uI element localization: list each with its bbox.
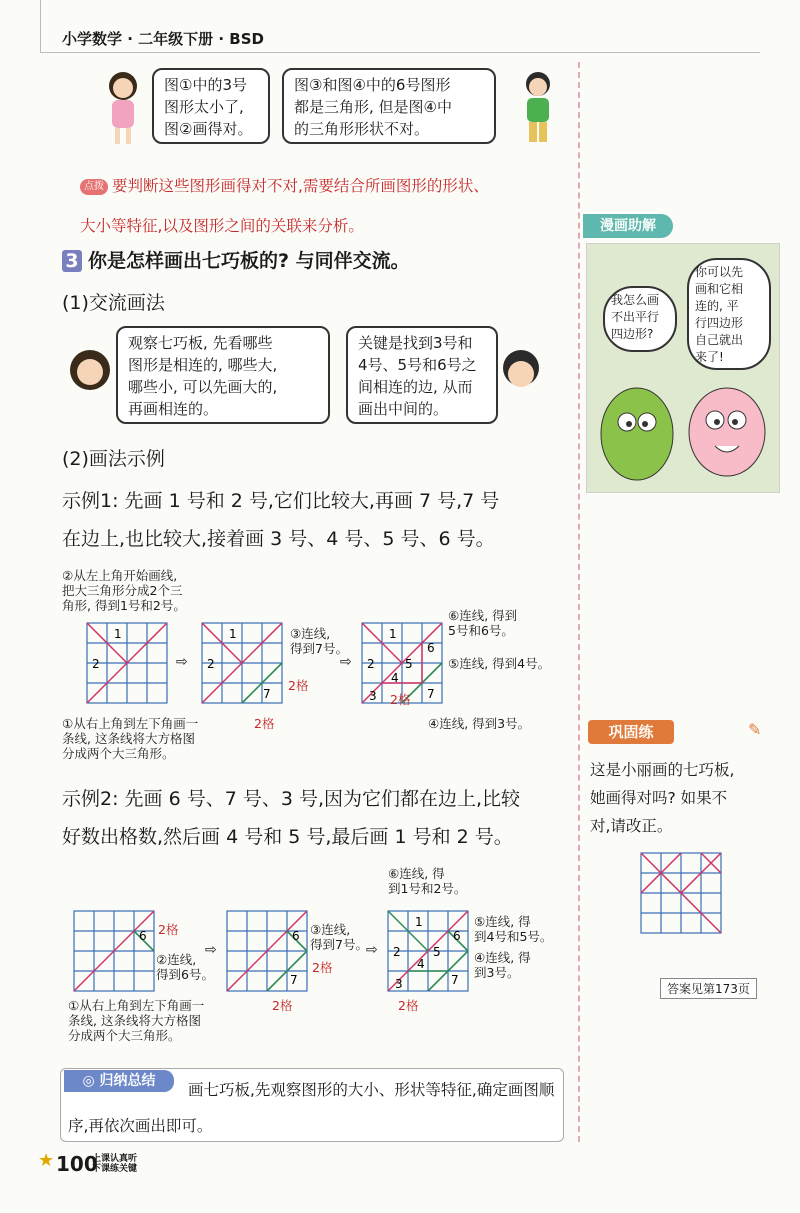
svg-text:7: 7 bbox=[263, 687, 271, 701]
arrow-icon: ⇨ bbox=[205, 942, 217, 958]
ex1-note-r3: ④连线, 得到3号。 bbox=[428, 716, 531, 731]
svg-text:7: 7 bbox=[427, 687, 435, 701]
svg-text:6: 6 bbox=[292, 929, 300, 943]
ex2-note-d: ⑤连线, 得 到4号和5号。 bbox=[474, 914, 553, 944]
practice-text: 这是小丽画的七巧板, 她画得对吗? 如果不 对,请改正。 bbox=[590, 761, 735, 835]
header-left-rule bbox=[40, 0, 41, 52]
tip-line: 大小等特征,以及图形之间的关联来分析。 bbox=[80, 217, 364, 235]
svg-text:7: 7 bbox=[290, 973, 298, 987]
label-2ge: 2格 bbox=[390, 692, 411, 707]
star-icon: ★ bbox=[38, 1150, 55, 1171]
girl-avatar-small bbox=[68, 348, 112, 392]
girl-avatar bbox=[100, 68, 146, 148]
header-rule bbox=[40, 52, 760, 53]
svg-text:3: 3 bbox=[395, 977, 403, 991]
page-header-title: 小学数学 · 二年级下册 · BSD bbox=[62, 30, 264, 48]
bubble-line: 图形是相连的, 哪些大, bbox=[128, 356, 278, 374]
piece-label: 2 bbox=[92, 657, 100, 671]
ex2-note-c: ⑥连线, 得 到1号和2号。 bbox=[388, 866, 467, 896]
summary-text: 画七巧板,先观察图形的大小、形状等特征,确定画图顺序,再依次画出即可。 bbox=[68, 1081, 555, 1135]
svg-text:5: 5 bbox=[433, 945, 441, 959]
bubble-line: 哪些小, 可以先画大的, bbox=[128, 378, 278, 396]
svg-text:3: 3 bbox=[369, 689, 377, 703]
label-2ge: 2格 bbox=[398, 998, 419, 1013]
summary-badge: ◎ 归纳总结 bbox=[64, 1070, 174, 1092]
bubble-line: 都是三角形, 但是图④中 bbox=[294, 98, 452, 116]
comic-left-bubble: 我怎么画 不出平行 四边形? bbox=[603, 286, 677, 352]
bubble-line: 画出中间的。 bbox=[358, 400, 449, 418]
example-line: 在边上,也比较大,接着画 3 号、4 号、5 号、6 号。 bbox=[62, 528, 495, 550]
page-number: 100 bbox=[56, 1152, 98, 1176]
footer-slogan: 上课认真听 下课练关键 bbox=[92, 1154, 138, 1174]
bubble-line: 观察七巧板, 先看哪些 bbox=[128, 334, 273, 352]
boy-bubble bbox=[282, 68, 496, 144]
ex2-note-bottom: ①从右上角到左下角画一 条线, 这条线将大方格图 分成两个大三角形。 bbox=[68, 998, 205, 1043]
left-method-bubble bbox=[116, 326, 330, 424]
svg-text:6: 6 bbox=[139, 929, 147, 943]
svg-text:2: 2 bbox=[207, 657, 215, 671]
ex1-note-r2: ⑤连线, 得到4号。 bbox=[448, 656, 551, 671]
svg-text:4: 4 bbox=[417, 957, 425, 971]
bubble-line: 间相连的边, 从而 bbox=[358, 378, 473, 396]
svg-text:4: 4 bbox=[391, 671, 399, 685]
comic-characters-icon bbox=[587, 374, 779, 492]
label-2ge: 2格 bbox=[288, 678, 309, 693]
example2-text bbox=[62, 780, 572, 856]
ex1-note-r1: ⑥连线, 得到 5号和6号。 bbox=[448, 608, 518, 638]
bubble-line: 图③和图④中的6号图形 bbox=[294, 76, 451, 94]
comic-illustration bbox=[586, 243, 780, 493]
arrow-icon: ⇨ bbox=[176, 654, 188, 670]
tip-line: 要判断这些图形画得对不对,需要结合所画图形的形状、 bbox=[112, 177, 489, 195]
svg-text:7: 7 bbox=[451, 973, 459, 987]
bubble-line: 图形太小了, bbox=[164, 98, 244, 116]
ex2-grid-1 bbox=[73, 910, 155, 992]
label-2ge: 2格 bbox=[272, 998, 293, 1013]
girl-bubble bbox=[152, 68, 270, 144]
practice-title: 巩固练 bbox=[588, 720, 674, 744]
comic-right-bubble: 你可以先 画和它相 连的, 平 行四边形 自己就出 来了! bbox=[687, 258, 771, 370]
arrow-icon: ⇨ bbox=[340, 654, 352, 670]
bubble-line: 关键是找到3号和 bbox=[358, 334, 473, 352]
svg-text:1: 1 bbox=[229, 627, 237, 641]
piece-label: 1 bbox=[114, 627, 122, 641]
ex2-note-e: ④连线, 得 到3号。 bbox=[474, 950, 531, 980]
bubble-line: 4号、5号和6号之 bbox=[358, 356, 477, 374]
subheading-2: (2)画法示例 bbox=[62, 448, 165, 470]
ex1-note-mid: ③连线, 得到7号。 bbox=[290, 626, 348, 656]
boy-avatar-small bbox=[500, 350, 542, 392]
subheading-1: (1)交流画法 bbox=[62, 292, 165, 314]
svg-text:1: 1 bbox=[415, 915, 423, 929]
right-method-bubble bbox=[346, 326, 498, 424]
tip-badge: 点拨 bbox=[80, 179, 108, 195]
svg-text:1: 1 bbox=[389, 627, 397, 641]
arrow-icon: ⇨ bbox=[366, 942, 378, 958]
practice-grid bbox=[640, 852, 722, 934]
example1-text bbox=[62, 482, 572, 558]
example-line: 示例1: 先画 1 号和 2 号,它们比较大,再画 7 号,7 号 bbox=[62, 490, 500, 512]
ex1-note-bottom: ①从右上角到左下角画一 条线, 这条线将大方格图 分成两个大三角形。 bbox=[62, 716, 199, 761]
ex1-note-top: ②从左上角开始画线, 把大三角形分成2个三 角形, 得到1号和2号。 bbox=[62, 568, 186, 613]
example-line: 好数出格数,然后画 4 号和 5 号,最后画 1 号和 2 号。 bbox=[62, 826, 513, 848]
ex1-grid-2 bbox=[201, 622, 283, 704]
bubble-line: 的三角形形状不对。 bbox=[294, 120, 430, 138]
bubble-line: 图②画得对。 bbox=[164, 120, 253, 138]
ex2-grid-3 bbox=[387, 910, 469, 992]
section-3-title bbox=[62, 246, 410, 273]
ex1-grid-1 bbox=[86, 622, 168, 704]
bubble-line: 再画相连的。 bbox=[128, 400, 219, 418]
section-number: 3 bbox=[62, 250, 82, 272]
bubble-line: 图①中的3号 bbox=[164, 76, 247, 94]
boy-avatar bbox=[518, 68, 558, 146]
pencil-icon: ✎ bbox=[748, 720, 762, 739]
label-2ge: 2格 bbox=[254, 716, 275, 731]
ex2-grid-2 bbox=[226, 910, 308, 992]
label-2ge: 2格 bbox=[312, 960, 333, 975]
svg-text:2: 2 bbox=[367, 657, 375, 671]
svg-text:5: 5 bbox=[405, 657, 413, 671]
svg-text:6: 6 bbox=[453, 929, 461, 943]
example-line: 示例2: 先画 6 号、7 号、3 号,因为它们都在边上,比较 bbox=[62, 788, 521, 810]
comic-title: 漫画助解 bbox=[583, 214, 673, 238]
svg-text:6: 6 bbox=[427, 641, 435, 655]
answer-reference: 答案见第173页 bbox=[660, 978, 757, 999]
svg-text:2: 2 bbox=[393, 945, 401, 959]
section-title-text: 你是怎样画出七巧板的? 与同伴交流。 bbox=[88, 250, 410, 272]
label-2ge: 2格 bbox=[158, 922, 179, 937]
ex2-note-b: ③连线, 得到7号。 bbox=[310, 922, 368, 952]
tip-block bbox=[80, 166, 580, 246]
ex2-note-a: ②连线, 得到6号。 bbox=[156, 952, 214, 982]
